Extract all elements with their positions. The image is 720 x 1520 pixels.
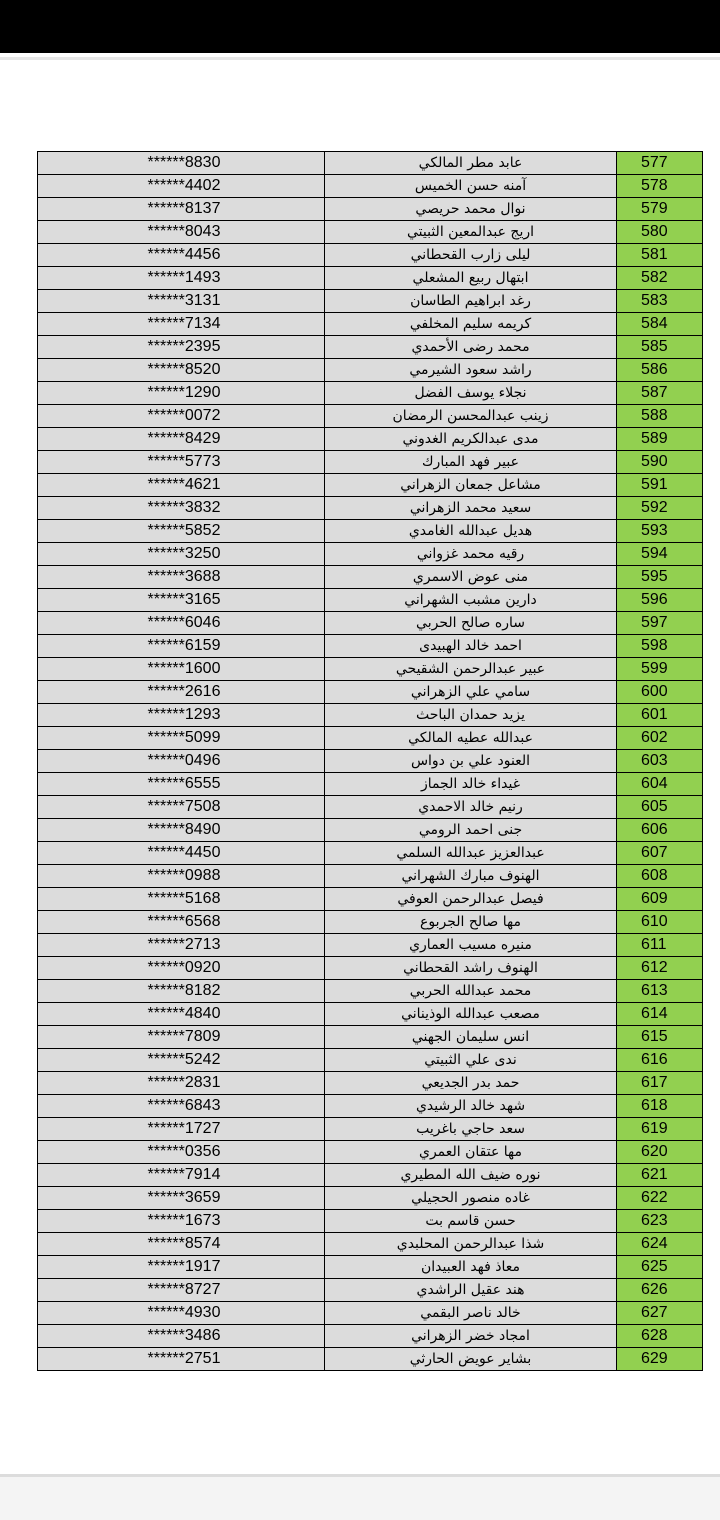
table-row xyxy=(38,612,702,635)
name-cell: سعيد محمد الزهراني xyxy=(325,497,617,519)
id-cell: ******3131 xyxy=(38,290,325,312)
id-cell: ******4621 xyxy=(38,474,325,496)
number-cell: 612 xyxy=(617,957,702,979)
number-cell: 585 xyxy=(617,336,702,358)
id-cell: ******8043 xyxy=(38,221,325,243)
table-row xyxy=(38,819,702,842)
name-cell: رقيه محمد غزواني xyxy=(325,543,617,565)
name-cell: عبدالله عطيه المالكي xyxy=(325,727,617,749)
name-cell: رغد ابراهيم الطاسان xyxy=(325,290,617,312)
id-cell: ******4450 xyxy=(38,842,325,864)
id-cell: ******0072 xyxy=(38,405,325,427)
number-cell: 588 xyxy=(617,405,702,427)
id-cell: ******1493 xyxy=(38,267,325,289)
id-cell: ******1673 xyxy=(38,1210,325,1232)
table-row xyxy=(38,175,702,198)
name-cell: جنى احمد الرومي xyxy=(325,819,617,841)
number-cell: 591 xyxy=(617,474,702,496)
table-row xyxy=(38,290,702,313)
id-cell: ******6843 xyxy=(38,1095,325,1117)
table-row xyxy=(38,1210,702,1233)
number-cell: 606 xyxy=(617,819,702,841)
number-cell: 615 xyxy=(617,1026,702,1048)
table-row xyxy=(38,980,702,1003)
name-cell: الهنوف راشد القحطاني xyxy=(325,957,617,979)
table-row xyxy=(38,796,702,819)
name-cell: انس سليمان الجهني xyxy=(325,1026,617,1048)
number-cell: 619 xyxy=(617,1118,702,1140)
number-cell: 596 xyxy=(617,589,702,611)
table-row xyxy=(38,635,702,658)
id-cell: ******4930 xyxy=(38,1302,325,1324)
id-cell: ******3165 xyxy=(38,589,325,611)
name-cell: حسن قاسم بت xyxy=(325,1210,617,1232)
table-row xyxy=(38,865,702,888)
id-cell: ******7809 xyxy=(38,1026,325,1048)
id-cell: ******3688 xyxy=(38,566,325,588)
table-row xyxy=(38,681,702,704)
id-cell: ******1727 xyxy=(38,1118,325,1140)
name-cell: نوال محمد حريصي xyxy=(325,198,617,220)
name-cell: مدى عبدالكريم الغدوني xyxy=(325,428,617,450)
table-row xyxy=(38,543,702,566)
number-cell: 607 xyxy=(617,842,702,864)
table-row xyxy=(38,1049,702,1072)
name-cell: سامي علي الزهراني xyxy=(325,681,617,703)
table-row xyxy=(38,1302,702,1325)
id-cell: ******3486 xyxy=(38,1325,325,1347)
table-row xyxy=(38,451,702,474)
table-row xyxy=(38,566,702,589)
id-cell: ******6555 xyxy=(38,773,325,795)
table-row xyxy=(38,152,702,175)
number-cell: 608 xyxy=(617,865,702,887)
id-cell: ******0496 xyxy=(38,750,325,772)
table-row xyxy=(38,1072,702,1095)
id-cell: ******7134 xyxy=(38,313,325,335)
name-cell: هند عقيل الراشدي xyxy=(325,1279,617,1301)
table-row xyxy=(38,773,702,796)
name-cell: هديل عبدالله الغامدي xyxy=(325,520,617,542)
table-row xyxy=(38,1348,702,1371)
number-cell: 611 xyxy=(617,934,702,956)
id-cell: ******1293 xyxy=(38,704,325,726)
number-cell: 621 xyxy=(617,1164,702,1186)
number-cell: 587 xyxy=(617,382,702,404)
number-cell: 626 xyxy=(617,1279,702,1301)
id-cell: ******5852 xyxy=(38,520,325,542)
id-cell: ******8137 xyxy=(38,198,325,220)
number-cell: 613 xyxy=(617,980,702,1002)
table-row xyxy=(38,911,702,934)
table-row xyxy=(38,1164,702,1187)
number-cell: 625 xyxy=(617,1256,702,1278)
table-row xyxy=(38,474,702,497)
id-cell: ******8574 xyxy=(38,1233,325,1255)
number-cell: 582 xyxy=(617,267,702,289)
table-row xyxy=(38,313,702,336)
id-cell: ******2395 xyxy=(38,336,325,358)
name-cell: شذا عبدالرحمن المحلبدي xyxy=(325,1233,617,1255)
id-cell: ******8490 xyxy=(38,819,325,841)
name-cell: آمنه حسن الخميس xyxy=(325,175,617,197)
number-cell: 627 xyxy=(617,1302,702,1324)
table-row xyxy=(38,1256,702,1279)
number-cell: 577 xyxy=(617,152,702,174)
number-cell: 622 xyxy=(617,1187,702,1209)
id-cell: ******5242 xyxy=(38,1049,325,1071)
table-row xyxy=(38,727,702,750)
bottom-bar xyxy=(0,1477,720,1520)
number-cell: 601 xyxy=(617,704,702,726)
id-cell: ******0988 xyxy=(38,865,325,887)
name-cell: اريج عبدالمعين الثبيتي xyxy=(325,221,617,243)
number-cell: 609 xyxy=(617,888,702,910)
number-cell: 595 xyxy=(617,566,702,588)
id-cell: ******2616 xyxy=(38,681,325,703)
id-cell: ******3659 xyxy=(38,1187,325,1209)
number-cell: 580 xyxy=(617,221,702,243)
name-cell: منى عوض الاسمري xyxy=(325,566,617,588)
table-row xyxy=(38,1026,702,1049)
name-cell: مصعب عبدالله الوذيناني xyxy=(325,1003,617,1025)
number-cell: 617 xyxy=(617,1072,702,1094)
id-cell: ******0356 xyxy=(38,1141,325,1163)
id-cell: ******1290 xyxy=(38,382,325,404)
name-cell: محمد عبدالله الحربي xyxy=(325,980,617,1002)
id-cell: ******2751 xyxy=(38,1348,325,1370)
number-cell: 610 xyxy=(617,911,702,933)
number-cell: 579 xyxy=(617,198,702,220)
name-cell: عبير فهد المبارك xyxy=(325,451,617,473)
number-cell: 589 xyxy=(617,428,702,450)
table-row xyxy=(38,1003,702,1026)
id-cell: ******1917 xyxy=(38,1256,325,1278)
id-cell: ******2713 xyxy=(38,934,325,956)
name-cell: كريمه سليم المخلفي xyxy=(325,313,617,335)
table-row xyxy=(38,267,702,290)
name-cell: الهنوف مبارك الشهراني xyxy=(325,865,617,887)
name-cell: نوره ضيف الله المطيري xyxy=(325,1164,617,1186)
name-cell: بشاير عويض الحارثي xyxy=(325,1348,617,1370)
number-cell: 586 xyxy=(617,359,702,381)
name-cell: سعد حاجي باغريب xyxy=(325,1118,617,1140)
table-row xyxy=(38,405,702,428)
number-cell: 623 xyxy=(617,1210,702,1232)
table-row xyxy=(38,934,702,957)
table-row xyxy=(38,428,702,451)
number-cell: 618 xyxy=(617,1095,702,1117)
number-cell: 604 xyxy=(617,773,702,795)
number-cell: 602 xyxy=(617,727,702,749)
id-cell: ******6568 xyxy=(38,911,325,933)
name-cell: راشد سعود الشيرمي xyxy=(325,359,617,381)
id-cell: ******4456 xyxy=(38,244,325,266)
spreadsheet-table xyxy=(37,151,703,1371)
name-cell: مشاعل جمعان الزهراني xyxy=(325,474,617,496)
number-cell: 624 xyxy=(617,1233,702,1255)
id-cell: ******3250 xyxy=(38,543,325,565)
number-cell: 600 xyxy=(617,681,702,703)
name-cell: معاذ فهد العبيدان xyxy=(325,1256,617,1278)
table-row xyxy=(38,359,702,382)
number-cell: 584 xyxy=(617,313,702,335)
name-cell: دارين مشبب الشهراني xyxy=(325,589,617,611)
table-row xyxy=(38,497,702,520)
number-cell: 593 xyxy=(617,520,702,542)
top-divider xyxy=(0,57,720,60)
name-cell: ابتهال ربيع المشعلي xyxy=(325,267,617,289)
number-cell: 578 xyxy=(617,175,702,197)
name-cell: عابد مطر المالكي xyxy=(325,152,617,174)
number-cell: 581 xyxy=(617,244,702,266)
table-row xyxy=(38,957,702,980)
id-cell: ******8520 xyxy=(38,359,325,381)
name-cell: زينب عبدالمحسن الرمضان xyxy=(325,405,617,427)
name-cell: محمد رضى الأحمدي xyxy=(325,336,617,358)
name-cell: امجاد خضر الزهراني xyxy=(325,1325,617,1347)
table-row xyxy=(38,842,702,865)
id-cell: ******8727 xyxy=(38,1279,325,1301)
id-cell: ******8182 xyxy=(38,980,325,1002)
name-cell: عبير عبدالرحمن الشقيحي xyxy=(325,658,617,680)
table-row xyxy=(38,888,702,911)
table-row xyxy=(38,704,702,727)
table-row xyxy=(38,589,702,612)
name-cell: ليلى زارب القحطاني xyxy=(325,244,617,266)
id-cell: ******7914 xyxy=(38,1164,325,1186)
id-cell: ******0920 xyxy=(38,957,325,979)
table-row xyxy=(38,244,702,267)
name-cell: مها عتقان العمري xyxy=(325,1141,617,1163)
table-row xyxy=(38,1141,702,1164)
name-cell: العنود علي بن دواس xyxy=(325,750,617,772)
table-row xyxy=(38,658,702,681)
id-cell: ******5168 xyxy=(38,888,325,910)
id-cell: ******4840 xyxy=(38,1003,325,1025)
number-cell: 590 xyxy=(617,451,702,473)
table-row xyxy=(38,1325,702,1348)
name-cell: حمد بدر الجديعي xyxy=(325,1072,617,1094)
name-cell: ساره صالح الحربي xyxy=(325,612,617,634)
id-cell: ******2831 xyxy=(38,1072,325,1094)
id-cell: ******7508 xyxy=(38,796,325,818)
name-cell: عبدالعزيز عبدالله السلمي xyxy=(325,842,617,864)
status-bar xyxy=(0,0,720,53)
number-cell: 616 xyxy=(617,1049,702,1071)
table-row xyxy=(38,1095,702,1118)
table-row xyxy=(38,750,702,773)
id-cell: ******5773 xyxy=(38,451,325,473)
number-cell: 598 xyxy=(617,635,702,657)
name-cell: مها صالح الجربوع xyxy=(325,911,617,933)
name-cell: فيصل عبدالرحمن العوفي xyxy=(325,888,617,910)
name-cell: شهد خالد الرشيدي xyxy=(325,1095,617,1117)
name-cell: رنيم خالد الاحمدي xyxy=(325,796,617,818)
number-cell: 592 xyxy=(617,497,702,519)
table-row xyxy=(38,198,702,221)
id-cell: ******8830 xyxy=(38,152,325,174)
id-cell: ******6159 xyxy=(38,635,325,657)
table-row xyxy=(38,1233,702,1256)
id-cell: ******4402 xyxy=(38,175,325,197)
name-cell: نجلاء يوسف الفضل xyxy=(325,382,617,404)
number-cell: 605 xyxy=(617,796,702,818)
number-cell: 628 xyxy=(617,1325,702,1347)
name-cell: ندى علي الثبيتي xyxy=(325,1049,617,1071)
table-row xyxy=(38,1279,702,1302)
id-cell: ******5099 xyxy=(38,727,325,749)
number-cell: 614 xyxy=(617,1003,702,1025)
id-cell: ******1600 xyxy=(38,658,325,680)
id-cell: ******6046 xyxy=(38,612,325,634)
id-cell: ******8429 xyxy=(38,428,325,450)
table-row xyxy=(38,382,702,405)
name-cell: منيره مسيب العماري xyxy=(325,934,617,956)
table-row xyxy=(38,520,702,543)
id-cell: ******3832 xyxy=(38,497,325,519)
number-cell: 583 xyxy=(617,290,702,312)
table-row xyxy=(38,336,702,359)
number-cell: 620 xyxy=(617,1141,702,1163)
name-cell: خالد ناصر البقمي xyxy=(325,1302,617,1324)
table-row xyxy=(38,1187,702,1210)
number-cell: 597 xyxy=(617,612,702,634)
number-cell: 599 xyxy=(617,658,702,680)
number-cell: 603 xyxy=(617,750,702,772)
name-cell: احمد خالد الهبيدى xyxy=(325,635,617,657)
table-row xyxy=(38,221,702,244)
number-cell: 594 xyxy=(617,543,702,565)
name-cell: يزيد حمدان الباحث xyxy=(325,704,617,726)
number-cell: 629 xyxy=(617,1348,702,1370)
name-cell: غيداء خالد الجماز xyxy=(325,773,617,795)
table-row xyxy=(38,1118,702,1141)
name-cell: غاده منصور الحجيلي xyxy=(325,1187,617,1209)
